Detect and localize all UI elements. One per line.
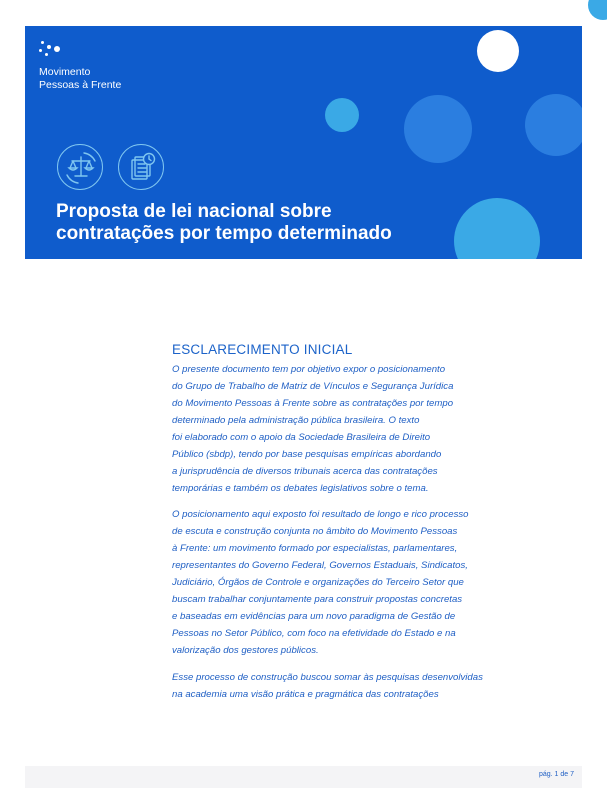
decor-circle-small [325,98,359,132]
text-line: temporárias e também os debates legislativos sobre o tema. [172,483,429,494]
text-line: buscam trabalhar conjuntamente para construir propostas concretas [172,594,463,605]
document-title [56,201,436,245]
logo-text [39,66,121,92]
text-line: de escuta e construção conjunta no âmbito do Movimento Pessoas [172,526,458,537]
decor-circle-right [525,94,582,156]
text-line: do Movimento Pessoas à Frente sobre as contratações por tempo [172,398,454,409]
text-line: representantes do Governo Federal, Governos Estaduais, Sindicatos, [172,560,468,571]
logo-line-1: Movimento [39,66,91,78]
section-heading: ESCLARECIMENTO INICIAL [172,342,353,357]
decor-circle-white [477,30,519,72]
paragraph-3 [172,669,542,703]
text-line: valorização dos gestores públicos. [172,645,319,656]
decor-circle-bottom [454,198,540,259]
text-line: do Grupo de Trabalho de Matriz de Vínculos e Segurança Jurídica [172,381,454,392]
text-line: O posicionamento aqui exposto foi resultado de longo e rico processo [172,509,469,520]
document-clock-icon [118,144,164,190]
header-banner [25,26,582,259]
text-line: Pessoas no Setor Público, com foco na efetividade do Estado e na [172,628,456,639]
paragraph-2 [172,506,542,659]
text-line: Esse processo de construção buscou somar às pesquisas desenvolvidas [172,672,483,683]
title-line-1: Proposta de lei nacional sobre [56,201,332,222]
title-line-2: contratações por tempo determinado [56,223,392,244]
text-line: determinado pela administração pública brasileira. O texto [172,415,420,426]
justice-scale-icon [57,144,103,190]
logo-line-2: Pessoas à Frente [39,79,122,91]
corner-decoration-dot [588,0,607,20]
page-number: pág. 1 de 7 [538,771,574,778]
text-line: à Frente: um movimento formado por especialistas, parlamentares, [172,543,458,554]
text-line: Público (sbdp), tendo por base pesquisas empíricas abordando [172,449,442,460]
text-line: Judiciário, Órgãos de Controle e organizações do Terceiro Setor que [172,577,464,588]
decor-circle-large [404,95,472,163]
text-line: e baseadas em evidências para um novo paradigma de Gestão de [172,611,456,622]
logo-mark [39,40,65,60]
paragraph-1 [172,361,542,497]
text-line: foi elaborado com o apoio da Sociedade Brasileira de Direito [172,432,431,443]
page-footer [25,766,582,788]
text-line: a jurisprudência de diversos tribunais acerca das contratações [172,466,438,477]
text-line: O presente documento tem por objetivo expor o posicionamento [172,364,446,375]
text-line: na academia uma visão prática e pragmática das contratações [172,689,439,700]
